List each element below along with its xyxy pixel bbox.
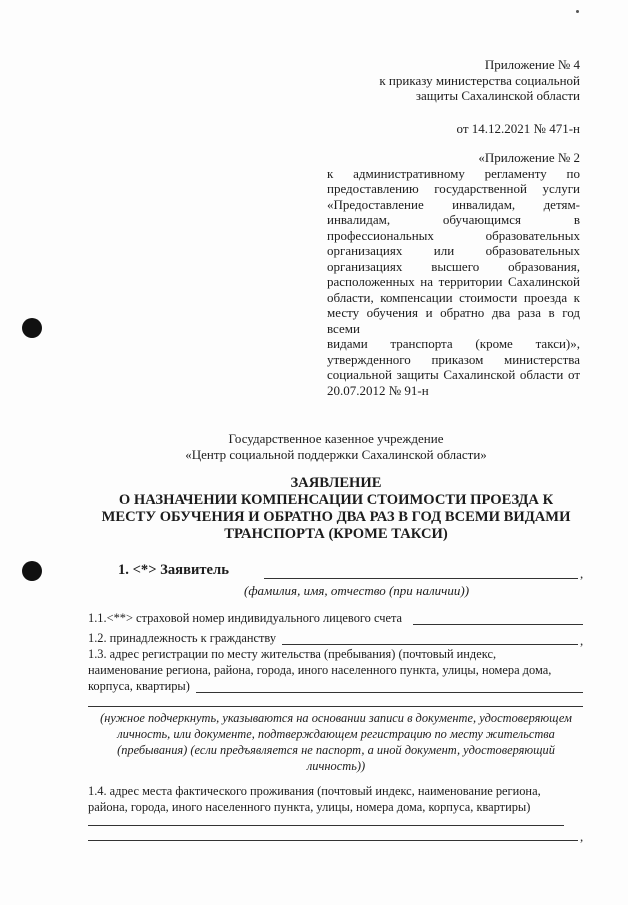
annex2-line: области, компенсации стоимости проезда к: [327, 289, 580, 305]
citizenship-input-line[interactable]: [282, 644, 578, 645]
registration-tail: корпуса, квартиры): [88, 679, 190, 693]
order-date: от 14.12.2021 № 471-н: [456, 121, 580, 136]
registration-note: [84, 710, 588, 774]
annex2-line: организациях или образовательных: [327, 243, 580, 258]
registration-input-line-1[interactable]: [196, 692, 583, 693]
annex2-line: профессиональных образовательных: [327, 227, 580, 243]
institution-center: «Центр социальной поддержки Сахалинской области»: [185, 446, 487, 462]
citizenship-label: 1.2. принадлежность к гражданству: [88, 631, 277, 645]
registration-line: 1.3. адрес регистрации по месту жительства (пребывания) (почтовый индекс,: [88, 647, 497, 661]
appendix-ministry: защиты Сахалинской области: [415, 88, 580, 103]
annex2-title: «Приложение № 2: [478, 150, 580, 165]
institution-name: Государственное казенное учреждение: [228, 431, 444, 446]
actual-address-comma: ,: [580, 829, 584, 844]
punch-hole-upper: [22, 318, 42, 338]
institution-block: [80, 431, 592, 462]
statement-title: ЗАЯВЛЕНИЕ: [290, 475, 382, 491]
annex2-line: видами транспорта (кроме такси)»,: [327, 336, 580, 351]
applicant-comma: ,: [580, 566, 584, 581]
appendix-order-ref: к приказу министерства социальной: [379, 72, 580, 88]
statement-title-block: [60, 475, 612, 543]
applicant-hint: (фамилия, имя, отчество (при наличии)): [244, 583, 470, 598]
annex2-line: организациях высшего образования,: [327, 258, 580, 274]
registration-note-line: личность, или документе, подтверждающем регистрацию по месту жительства: [117, 727, 555, 741]
actual-address-block: [88, 783, 588, 815]
registration-note-line: (нужное подчеркнуть, указываются на основании записи в документе, удостоверяющем: [100, 711, 572, 725]
annex2-line: месту обучения и обратно два раза в год всеми: [327, 305, 580, 336]
statement-subtitle-line1: О НАЗНАЧЕНИИ КОМПЕНСАЦИИ СТОИМОСТИ ПРОЕЗДА К: [118, 492, 554, 508]
applicant-label: 1. <*> Заявитель: [118, 562, 229, 578]
applicant-input-line[interactable]: [264, 578, 578, 579]
actual-address-line: 1.4. адрес места фактического проживания (почтовый индекс, наименование региона,: [88, 784, 541, 798]
annex2-block: [327, 150, 580, 398]
statement-subtitle-line3: ТРАНСПОРТА (КРОМЕ ТАКСИ): [224, 526, 448, 542]
actual-address-input-line-2[interactable]: [88, 840, 578, 841]
annex2-line: утвержденного приказом министерства: [327, 351, 580, 367]
registration-note-line: (пребывания) (если предъявляется не паспорт, а иной документ, удостоверяющий: [117, 743, 555, 757]
annex2-line: социальной защиты Сахалинской области от: [327, 367, 580, 382]
statement-subtitle-line2: МЕСТУ ОБУЧЕНИЯ И ОБРАТНО ДВА РАЗ В ГОД ВСЕМИ ВИДАМИ: [101, 509, 571, 525]
appendix-number: Приложение № 4: [484, 57, 580, 72]
appendix-header: [280, 57, 580, 104]
registration-address-block: [88, 646, 588, 694]
scan-speck: [576, 10, 579, 13]
registration-line: наименование региона, района, города, иного населенного пункта, улицы, номера дома,: [88, 663, 552, 677]
citizenship-comma: ,: [580, 633, 584, 648]
registration-note-line: личность)): [306, 759, 366, 773]
snils-input-line[interactable]: [413, 624, 583, 625]
annex2-last-line: 20.07.2012 № 91-н: [327, 382, 429, 398]
annex2-line: предоставлению государственной услуги: [327, 181, 580, 196]
annex2-line: к административному регламенту по: [327, 165, 580, 181]
punch-hole-lower: [22, 561, 42, 581]
actual-address-input-line-1[interactable]: [88, 825, 564, 826]
snils-label: 1.1.<**> страховой номер индивидуального лицевого счета: [88, 611, 403, 625]
actual-address-line: района, города, иного населенного пункта, улицы, номера дома, корпуса, квартиры): [88, 800, 531, 814]
registration-input-line-2[interactable]: [88, 706, 583, 707]
annex2-line: инвалидам, обучающимся в: [327, 212, 580, 227]
annex2-line: «Предоставление инвалидам, детям-: [327, 196, 580, 212]
annex2-line: расположенных на территории Сахалинской: [327, 274, 580, 289]
